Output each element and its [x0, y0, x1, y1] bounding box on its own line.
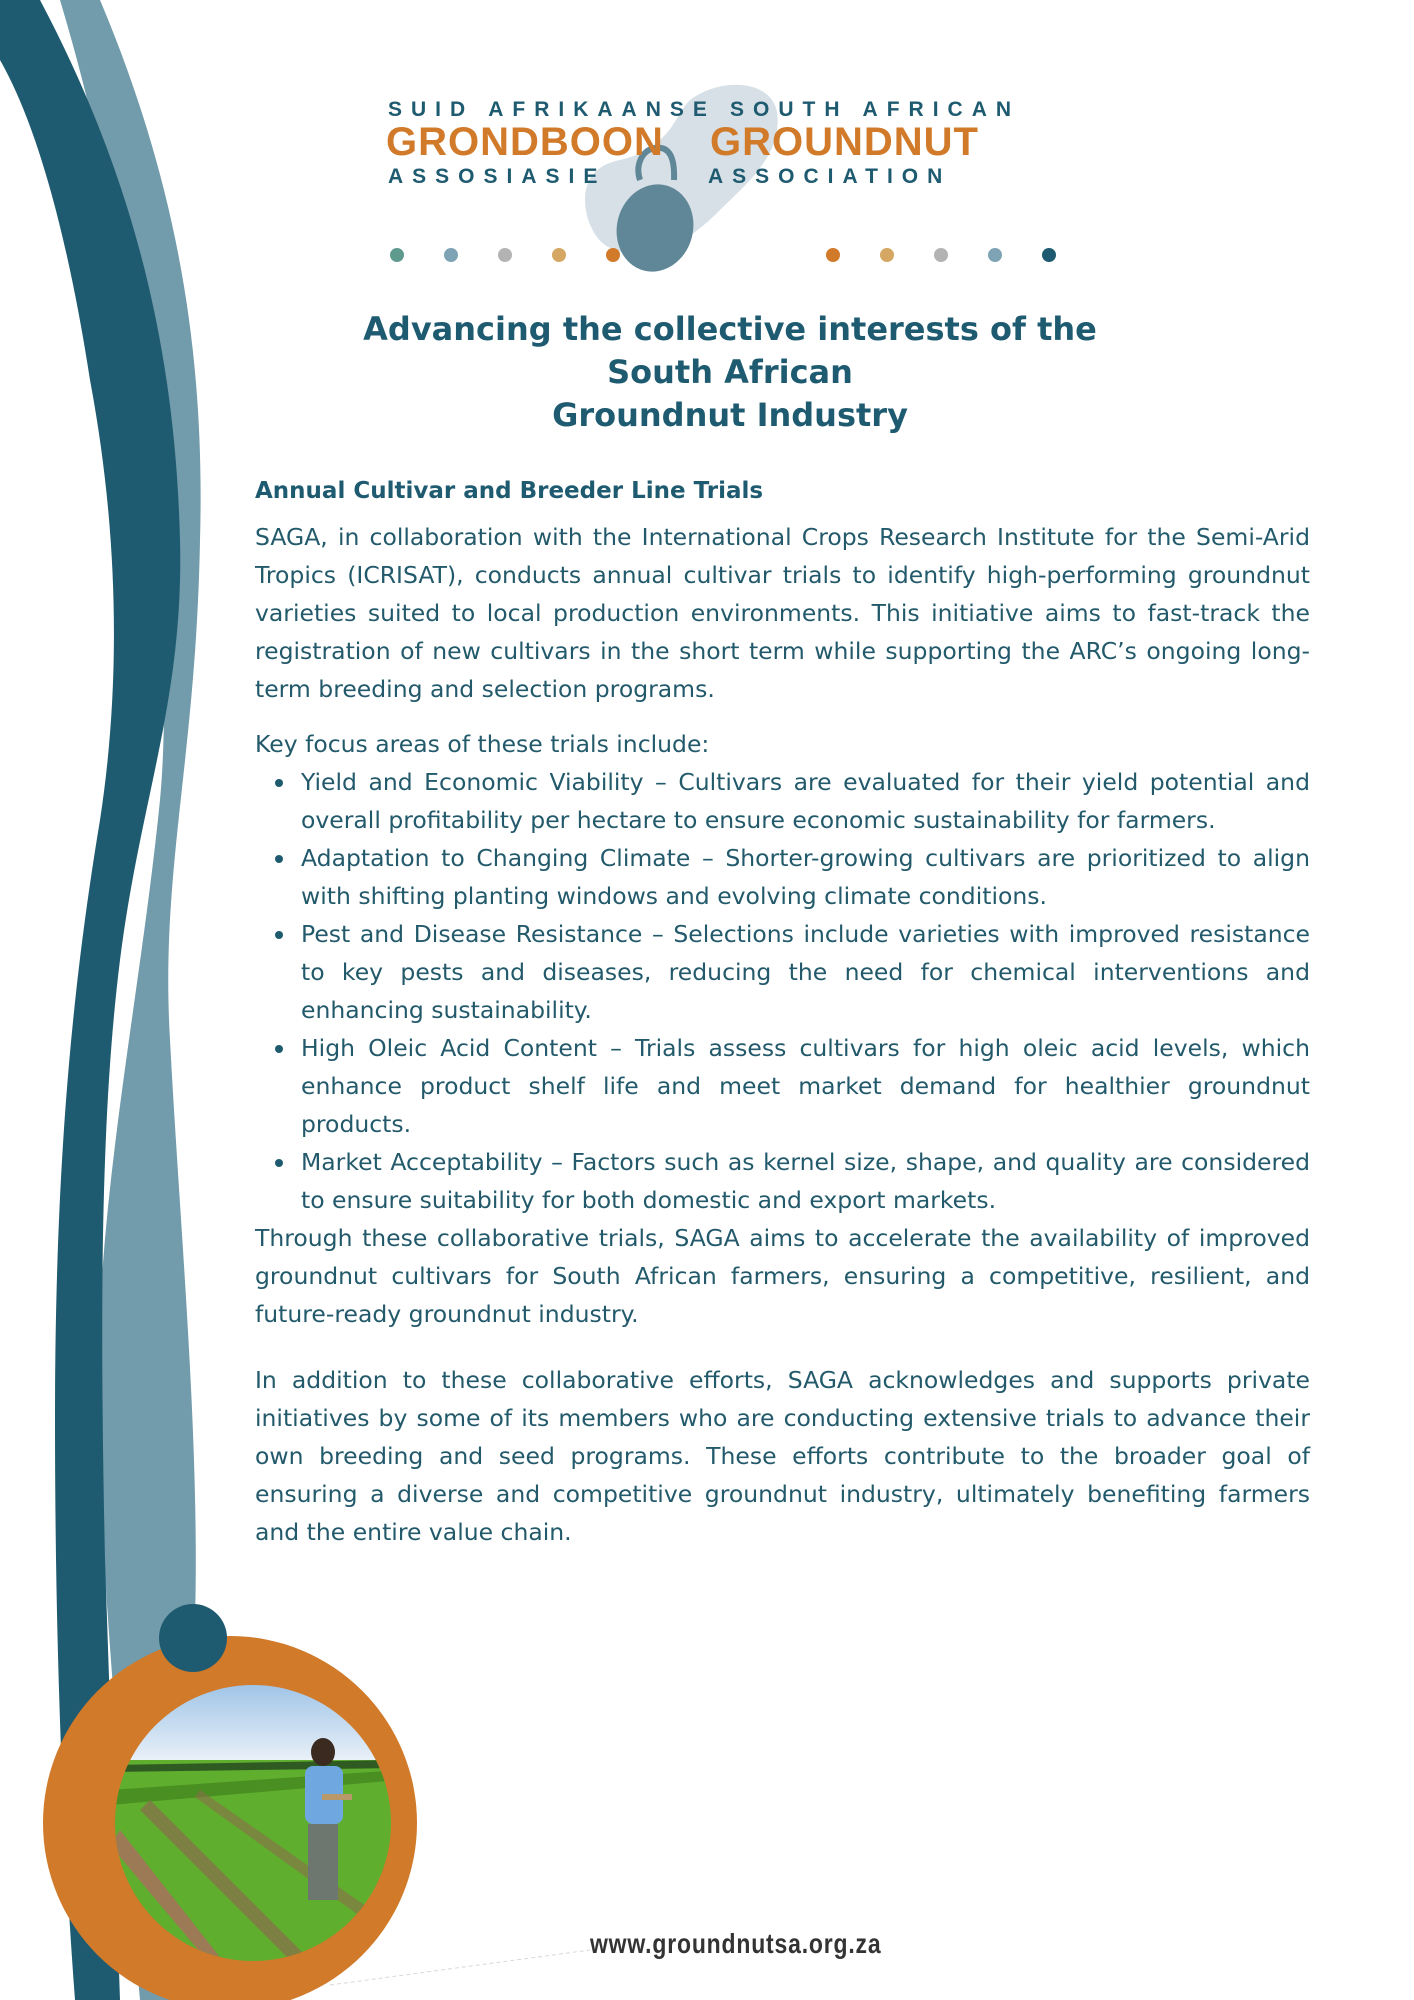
- section-heading: Annual Cultivar and Breeder Line Trials: [255, 478, 764, 504]
- logo-dot: [390, 248, 404, 262]
- logo-dot: [552, 248, 566, 262]
- list-item: High Oleic Acid Content – Trials assess cultivars for high oleic acid levels, which enhance product shelf life and meet market demand for healthier groundnut products.: [301, 1029, 1310, 1143]
- page-title: [300, 308, 1160, 437]
- saga-logo: [380, 80, 1080, 280]
- list-intro: Key focus areas of these trials include:: [255, 730, 710, 758]
- dashed-line: [330, 1950, 590, 1985]
- private-initiatives-paragraph: In addition to these collaborative efforts, SAGA acknowledges and supports private initiatives by some of its members who are conducting extensive trials to advance their own breeding and seed programs. These efforts contribute to the broader goal of ensuring a diverse and competitive groundnut industry, ultimately benefiting farmers and the entire value chain.: [255, 1366, 1310, 1546]
- conclusion-paragraph: Through these collaborative trials, SAGA aims to accelerate the availability of improved groundnut cultivars for South African farmers, ensuring a competitive, resilient, and future-ready groundnut industry.: [255, 1224, 1310, 1328]
- logo-afrikaans-line3: ASSOSIASIE: [388, 165, 607, 188]
- logo-afrikaans-line1: SUID AFRIKAANSE: [388, 98, 716, 121]
- logo-english-line3: ASSOCIATION: [708, 165, 952, 188]
- small-dark-circle: [159, 1604, 227, 1672]
- website-link[interactable]: www.groundnutsa.org.za: [590, 1928, 882, 1959]
- logo-right-dots: [826, 248, 1056, 262]
- logo-left-dots: [390, 248, 620, 262]
- focus-areas-list: [255, 763, 1310, 1219]
- title-line-2: South African: [607, 353, 853, 391]
- logo-dot: [988, 248, 1002, 262]
- logo-dot: [606, 248, 620, 262]
- logo-dot: [934, 248, 948, 262]
- title-line-1: Advancing the collective interests of the: [363, 310, 1097, 348]
- main-content: [255, 478, 1310, 1551]
- intro-paragraph: SAGA, in collaboration with the International Crops Research Institute for the Semi-Arid Tropics (ICRISAT), conducts annual cultivar trials to identify high-performing groundnut varieties suited to local production environments. This initiative aims to fast-track the registration of new cultivars in the short term while supporting the ARC’s ongoing long-term breeding and selection programs.: [255, 523, 1310, 703]
- list-item: Yield and Economic Viability – Cultivars are evaluated for their yield potential and overall profitability per hectare to ensure economic sustainability for farmers.: [301, 763, 1310, 839]
- list-item: Adaptation to Changing Climate – Shorter-growing cultivars are prioritized to align with shifting planting windows and evolving climate conditions.: [301, 839, 1310, 915]
- logo-dot: [444, 248, 458, 262]
- list-item: Pest and Disease Resistance – Selections include varieties with improved resistance to key pests and diseases, reducing the need for chemical interventions and enhancing sustainability.: [301, 915, 1310, 1029]
- logo-dot: [880, 248, 894, 262]
- logo-dot: [1042, 248, 1056, 262]
- logo-dot: [498, 248, 512, 262]
- logo-english-line2: GROUNDNUT: [710, 120, 979, 164]
- logo-afrikaans-line2: GRONDBOON: [386, 120, 664, 164]
- logo-english-line1: SOUTH AFRICAN: [730, 98, 1021, 121]
- list-item: Market Acceptability – Factors such as kernel size, shape, and quality are considered to ensure suitability for both domestic and export markets.: [301, 1143, 1310, 1219]
- logo-dot: [826, 248, 840, 262]
- title-line-3: Groundnut Industry: [552, 396, 908, 434]
